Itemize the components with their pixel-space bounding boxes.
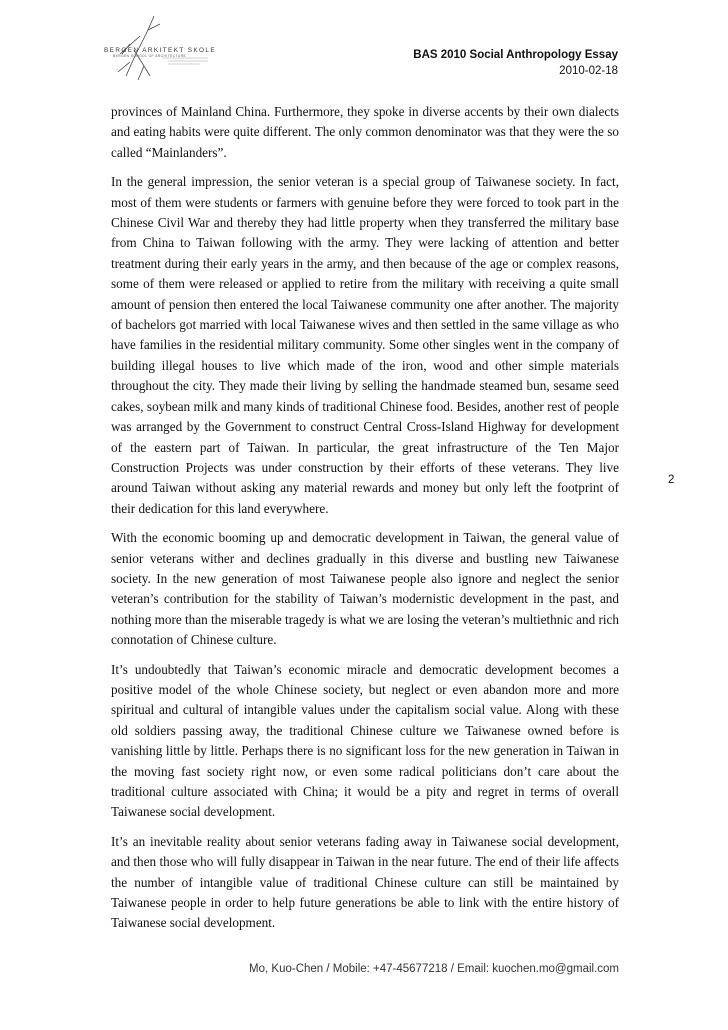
paragraph: It’s an inevitable reality about senior veterans fading away in Taiwanese social development, and then those who will fully disappear in Taiwan in the near future. The end of their life affects the number of intangible value of traditional Chinese culture can still be maintained by Taiwanese people in order to help future generations be able to link with the entire history of Taiwanese social development.: [111, 833, 619, 931]
logo-subtitle: BERGEN SCHOOL OF ARCHITECTURE: [113, 54, 187, 58]
paragraph: With the economic booming up and democratic development in Taiwan, the general value of senior veterans wither and declines gradually in this diverse and bustling new Taiwanese society. In the new generation of most Taiwanese people also ignore and neglect the senior veteran’s contribution for the stability of Taiwan’s modernistic development in the past, and nothing more than the miserable tragedy is what we are losing the veteran’s multiethnic and rich connotation of Chinese culture.: [111, 530, 619, 648]
essay-body: [111, 102, 619, 943]
paragraph: In the general impression, the senior veteran is a special group of Taiwanese society. In fact, most of them were students or farmers with genuine before they were forced to took part in the Chinese Civil War and thereby they had little property when they transferred the military base from China to Taiwan following with the army. They were lacking of attention and better treatment during their early years in the army, and then because of the age or complex reasons, some of them were released or applied to retire from the military with receiving a quite small amount of pension then entered the local Taiwanese community one after another. The majority of bachelors got married with local Taiwanese wives and then settled in the same village as who have families in the residential military community. Some other singles went in the company of building illegal houses to live which made of the iron, wood and other simple materials throughout the city. They made their living by selling the handmade steamed bun, sesame seed cakes, soybean milk and many kinds of traditional Chinese food. Besides, another rest of people was arranged by the Government to construct Central Cross-Island Highway for development of the eastern part of Taiwan. In particular, the great infrastructure of the Ten Major Construction Projects was under construction by their efforts of these veterans. They live around Taiwan without asking any material rewards and money but only left the footprint of their dedication for this land everywhere.: [111, 174, 619, 516]
essay-title: BAS 2010 Social Anthropology Essay: [413, 49, 618, 61]
school-logo: [104, 14, 224, 86]
essay-date: 2010-02-18: [559, 65, 618, 77]
paragraph: It’s undoubtedly that Taiwan’s economic miracle and democratic development becomes a positive model of the whole Chinese society, but neglect or even abandon more and more spiritual and cultural of intangible values under the capitalism social value. Along with these old soldiers passing away, the traditional Chinese culture we Taiwanese owned before is vanishing little by little. Perhaps there is no significant loss for the new generation in Taiwan in the moving fast society right now, or even some radical politicians don’t care about the traditional culture associated with China; it would be a pity and regret in terms of overall Taiwanese social development.: [111, 661, 619, 820]
logo-wordmark: BERGEN ARKITEKT SKOLE: [104, 47, 217, 54]
paragraph: provinces of Mainland China. Furthermore, they spoke in diverse accents by their own dialects and eating habits were quite different. The only common denominator was that they were the so called “Mainlanders”.: [111, 104, 619, 160]
page-number: 2: [668, 474, 675, 486]
footer-contact: Mo, Kuo-Chen / Mobile: +47-45677218 / Email: kuochen.mo@gmail.com: [249, 963, 619, 975]
